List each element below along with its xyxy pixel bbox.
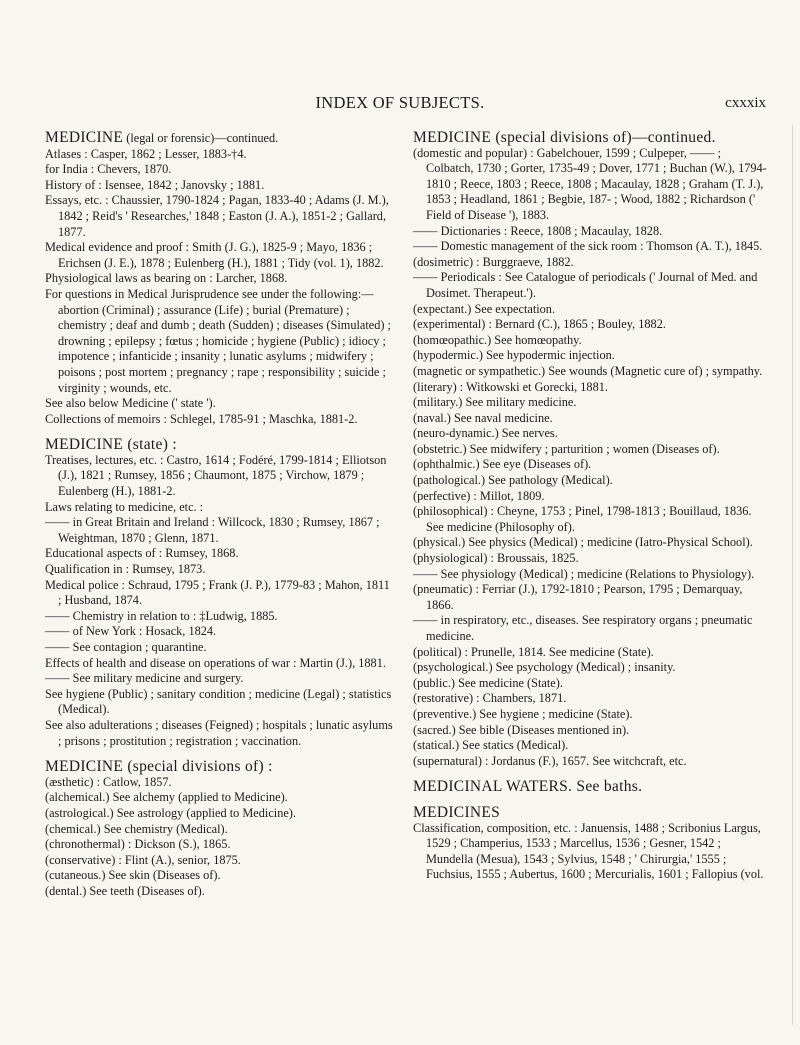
index-entry: (domestic and popular) : Gabelchouer, 1599 ; Culpeper, —— ; Colbatch, 1730 ; Gorter, 1735-49 ; Dover, 1771 ; Buchan (W.), 1794-1810 ; Reece, 1803 ; Reece, 1808 ; Macaulay, 1828 ; Graham (T. J.), 1853 ; Headland, 1861 ; Begbie, 187- ; Wood, 1882 ; Richardson (' Field of Disease '), 1883. <box>413 145 767 222</box>
index-entry: See also below Medicine (' state '). <box>45 396 216 411</box>
index-entry: (neuro-dynamic.) See nerves. <box>413 426 558 441</box>
index-entry: (pneumatic) : Ferriar (J.), 1792-1810 ; Pearson, 1795 ; Demarquay, 1866. <box>413 582 743 612</box>
index-entry: (political) : Prunelle, 1814. See medicine (State). <box>413 644 654 659</box>
heading-medicinal-waters: MEDICINAL WATERS. See baths. <box>413 778 643 796</box>
index-entry: (conservative) : Flint (A.), senior, 1875. <box>45 852 241 867</box>
page-header <box>0 93 800 113</box>
index-entry: (preventive.) See hygiene ; medicine (State). <box>413 706 633 721</box>
index-entry: For questions in Medical Jurisprudence see under the following:—abortion (Criminal) ; assurance (Life) ; burial (Premature) ; chemistry ; deaf and dumb ; death (Sudden) ; diseases (Simulated) ; drowning ; epilepsy ; fœtus ; homicide ; hygiene (Public) ; idiocy ; impotence ; infanticide ; insanity ; lunatic asylums ; midwifery ; poisons ; post mortem ; pregnancy ; rape ; responsibility ; suicide ; virginity ; wounds, etc. <box>45 286 391 395</box>
index-entry: See hygiene (Public) ; sanitary condition ; medicine (Legal) ; statistics (Medical). <box>45 686 392 717</box>
index-entry: History of : Isensee, 1842 ; Janovsky ; 1881. <box>45 177 265 192</box>
index-entry: (naval.) See naval medicine. <box>413 410 553 425</box>
index-entry: See also adulterations ; diseases (Feigned) ; hospitals ; lunatic asylums ; prisons ; prostitution ; registration ; vaccination. <box>45 717 393 748</box>
index-entry: (dental.) See teeth (Diseases of). <box>45 883 205 898</box>
index-entry: (expectant.) See expectation. <box>413 301 556 316</box>
left-column <box>45 130 395 900</box>
index-entry: (military.) See military medicine. <box>413 395 577 410</box>
index-entry: (magnetic or sympathetic.) See wounds (Magnetic cure of) ; sympathy. <box>413 363 763 378</box>
heading-word: MEDICINE <box>45 129 124 146</box>
heading-medicines: MEDICINES <box>413 803 501 821</box>
page-title: INDEX OF SUBJECTS. <box>315 93 485 112</box>
index-entry: Essays, etc. : Chaussier, 1790-1824 ; Pagan, 1833-40 ; Adams (J. M.), 1842 ; Reid's ' Researches,' 1848 ; Easton (J. A.), 1851-2 ; Gallard, 1877. <box>45 193 389 239</box>
index-entry: —— Chemistry in relation to : ‡Ludwig, 1885. <box>45 608 278 623</box>
index-entry: (psychological.) See psychology (Medical) ; insanity. <box>413 660 676 675</box>
heading-medicine-legal <box>45 130 395 147</box>
index-entry: (æsthetic) : Catlow, 1857. <box>45 774 172 789</box>
index-entry: Physiological laws as bearing on : Larcher, 1868. <box>45 271 288 286</box>
index-entry: (astrological.) See astrology (applied to Medicine). <box>45 805 296 820</box>
index-entry: (ophthalmic.) See eye (Diseases of). <box>413 457 592 472</box>
index-entry: (hypodermic.) See hypodermic injection. <box>413 348 615 363</box>
index-entry: Treatises, lectures, etc. : Castro, 1614 ; Fodéré, 1799-1814 ; Elliotson (J.), 1821 ; Rumsey, 1856 ; Chaumont, 1875 ; Virchow, 1879 ; Eulenberg (H.), 1881-2. <box>45 452 387 499</box>
index-entry: for India : Chevers, 1870. <box>45 162 172 177</box>
index-entry: (perfective) : Millot, 1809. <box>413 488 545 503</box>
index-entry: Collections of memoirs : Schlegel, 1785-91 ; Maschka, 1881-2. <box>45 411 358 426</box>
index-entry: Effects of health and disease on operations of war : Martin (J.), 1881. <box>45 655 386 670</box>
index-entry: (supernatural) : Jordanus (F.), 1657. See witchcraft, etc. <box>413 753 687 768</box>
index-entry: —— of New York : Hosack, 1824. <box>45 624 217 639</box>
heading-medicine-state: MEDICINE (state) : <box>45 436 177 454</box>
index-entry: Qualification in : Rumsey, 1873. <box>45 562 206 577</box>
page-edge-line <box>792 125 793 1025</box>
index-entry: (chronothermal) : Dickson (S.), 1865. <box>45 837 231 852</box>
index-entry: Classification, composition, etc. : Januensis, 1488 ; Scribonius Largus, 1529 ; Champerius, 1533 ; Marcellus, 1536 ; Gesner, 1542 ; Mundella (Mesua), 1543 ; Sylvius, 1548 ; ' Chirurgia,' 1555 ; Fuchsius, 1555 ; Aubertus, 1600 ; Mercurialis, 1601 ; Fallopius (vol. <box>413 820 764 882</box>
index-entry: (alchemical.) See alchemy (applied to Medicine). <box>45 790 288 805</box>
index-entry: —— Dictionaries : Reece, 1808 ; Macaulay, 1828. <box>413 223 663 238</box>
heading-medicine-special-continued: MEDICINE (special divisions of)—continued. <box>413 129 716 146</box>
index-entry: (pathological.) See pathology (Medical). <box>413 473 613 488</box>
index-entry: Medical police : Schraud, 1795 ; Frank (J. P.), 1779-83 ; Mahon, 1811 ; Husband, 1874. <box>45 577 390 608</box>
index-entry: —— in respiratory, etc., diseases. See respiratory organs ; pneumatic medicine. <box>413 613 753 643</box>
page-number: cxxxix <box>725 95 766 111</box>
index-entry: (cutaneous.) See skin (Diseases of). <box>45 868 221 883</box>
index-entry: (dosimetric) : Burggraeve, 1882. <box>413 254 574 269</box>
index-entry: (homœopathic.) See homœopathy. <box>413 332 582 347</box>
index-entry: Atlases : Casper, 1862 ; Lesser, 1883-†4. <box>45 146 247 161</box>
index-entry: —— See physiology (Medical) ; medicine (Relations to Physiology). <box>413 566 755 581</box>
index-entry: (physical.) See physics (Medical) ; medicine (Iatro-Physical School). <box>413 535 753 550</box>
index-entry: —— in Great Britain and Ireland : Willcock, 1830 ; Rumsey, 1867 ; Weightman, 1870 ; Glenn, 1871. <box>45 515 380 545</box>
right-column <box>413 130 769 883</box>
index-entry: (sacred.) See bible (Diseases mentioned in). <box>413 722 630 737</box>
index-entry: —— See military medicine and surgery. <box>45 671 244 686</box>
index-entry: —— See contagion ; quarantine. <box>45 640 207 654</box>
index-entry: (philosophical) : Cheyne, 1753 ; Pinel, 1798-1813 ; Bouillaud, 1836. See medicine (Philosophy of). <box>413 504 752 534</box>
index-entry: (restorative) : Chambers, 1871. <box>413 691 567 706</box>
index-entry: (physiological) : Broussais, 1825. <box>413 551 579 566</box>
entry-text: (legal or forensic)—continued. <box>126 131 279 145</box>
index-entry: (experimental) : Bernard (C.), 1865 ; Bouley, 1882. <box>413 317 666 332</box>
index-entry: Medical evidence and proof : Smith (J. G.), 1825-9 ; Mayo, 1836 ; Erichsen (J. E.), 1878 ; Eulenberg (H.), 1881 ; Tidy (vol. 1), 1882. <box>45 240 384 270</box>
index-entry: (statical.) See statics (Medical). <box>413 738 569 753</box>
index-entry: Laws relating to medicine, etc. : <box>45 499 204 514</box>
index-entry: (literary) : Witkowski et Gorecki, 1881. <box>413 379 608 394</box>
index-entry: —— Domestic management of the sick room : Thomson (A. T.), 1845. <box>413 239 763 254</box>
heading-medicine-special: MEDICINE (special divisions of) : <box>45 758 273 776</box>
index-entry: (chemical.) See chemistry (Medical). <box>45 821 228 836</box>
index-entry: —— Periodicals : See Catalogue of periodicals (' Journal of Med. and Dosimet. Therapeut.'). <box>413 270 758 300</box>
index-entry: (public.) See medicine (State). <box>413 675 563 690</box>
index-entry: (obstetric.) See midwifery ; parturition ; women (Diseases of). <box>413 441 720 456</box>
index-entry: Educational aspects of : Rumsey, 1868. <box>45 546 239 561</box>
